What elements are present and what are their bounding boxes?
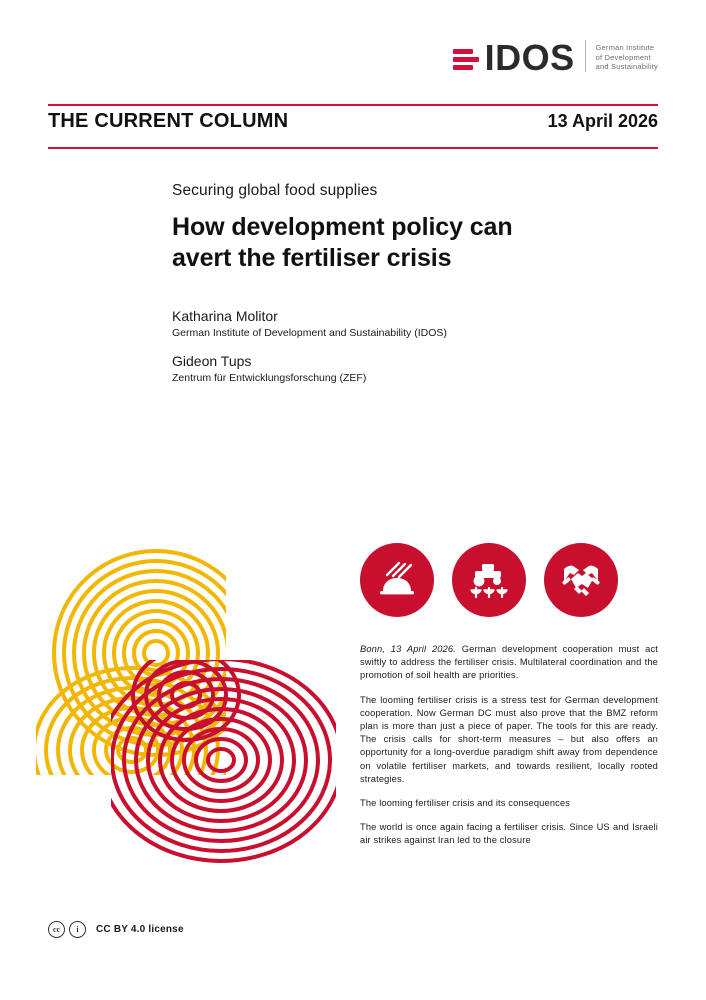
idos-logo bbox=[453, 37, 658, 78]
idos-logo-mark-icon bbox=[453, 46, 479, 76]
attribution-icon: i bbox=[69, 921, 86, 938]
series-title: THE CURRENT COLUMN bbox=[48, 110, 289, 132]
farmer-hat-wheat-icon bbox=[360, 543, 434, 617]
icon-row bbox=[360, 543, 618, 617]
author-list bbox=[172, 308, 642, 398]
author-entry bbox=[172, 353, 642, 384]
dateline: Bonn, 13 April 2026. bbox=[360, 644, 456, 654]
header-rule-bottom bbox=[48, 147, 658, 149]
headline-line-1: How development policy can bbox=[172, 213, 513, 241]
author-entry bbox=[172, 308, 642, 339]
fingerprint-graphic bbox=[36, 545, 336, 890]
title-block bbox=[172, 182, 642, 274]
article-body bbox=[360, 643, 658, 859]
body-paragraph: The looming fertiliser crisis is a stress test for German development cooperation. Now German DC must also prove that the BMZ reform plan is more than just a piece of paper. The tools for this are ready. The crisis calls for short-term measures – but also offers an opportunity for a long-overdue paradigm shift away from dependence on volatile fertiliser markets, and towards resilient, locally rooted strategies. bbox=[360, 694, 658, 784]
tractor-crops-icon bbox=[452, 543, 526, 617]
idos-wordmark: IDOS bbox=[484, 37, 575, 78]
license-footer bbox=[48, 921, 184, 938]
idos-tagline-line-1: German Institute bbox=[595, 43, 655, 52]
author-name: Gideon Tups bbox=[172, 353, 252, 369]
page-title bbox=[172, 212, 642, 274]
publication-date: 13 April 2026 bbox=[547, 111, 658, 131]
idos-tagline-line-2: of Development bbox=[595, 52, 651, 62]
idos-tagline-line-3: and Sustainability bbox=[595, 62, 658, 71]
body-subheading: The looming fertiliser crisis and its consequences bbox=[360, 798, 571, 809]
idos-tagline bbox=[585, 40, 658, 72]
author-affiliation: German Institute of Development and Sustainability (IDOS) bbox=[172, 327, 447, 339]
creative-commons-icon: cc bbox=[48, 921, 65, 938]
license-label: CC BY 4.0 license bbox=[96, 924, 184, 935]
author-affiliation: Zentrum für Entwicklungsforschung (ZEF) bbox=[172, 372, 367, 384]
body-paragraph: The world is once again facing a fertiliser crisis. Since US and Israeli air strikes against Iran led to the closure bbox=[360, 822, 658, 846]
lead-text: German development cooperation must act swiftly to address the fertiliser crisis. Multilateral coordination and the promotion of soil health are priorities. bbox=[360, 644, 659, 681]
headline-line-2: avert the fertiliser crisis bbox=[172, 244, 452, 272]
author-name: Katharina Molitor bbox=[172, 308, 278, 324]
header-row bbox=[48, 110, 658, 133]
kicker: Securing global food supplies bbox=[172, 182, 378, 199]
header-rule-top bbox=[48, 104, 658, 106]
lead-paragraph bbox=[360, 643, 658, 683]
handshake-icon bbox=[544, 543, 618, 617]
